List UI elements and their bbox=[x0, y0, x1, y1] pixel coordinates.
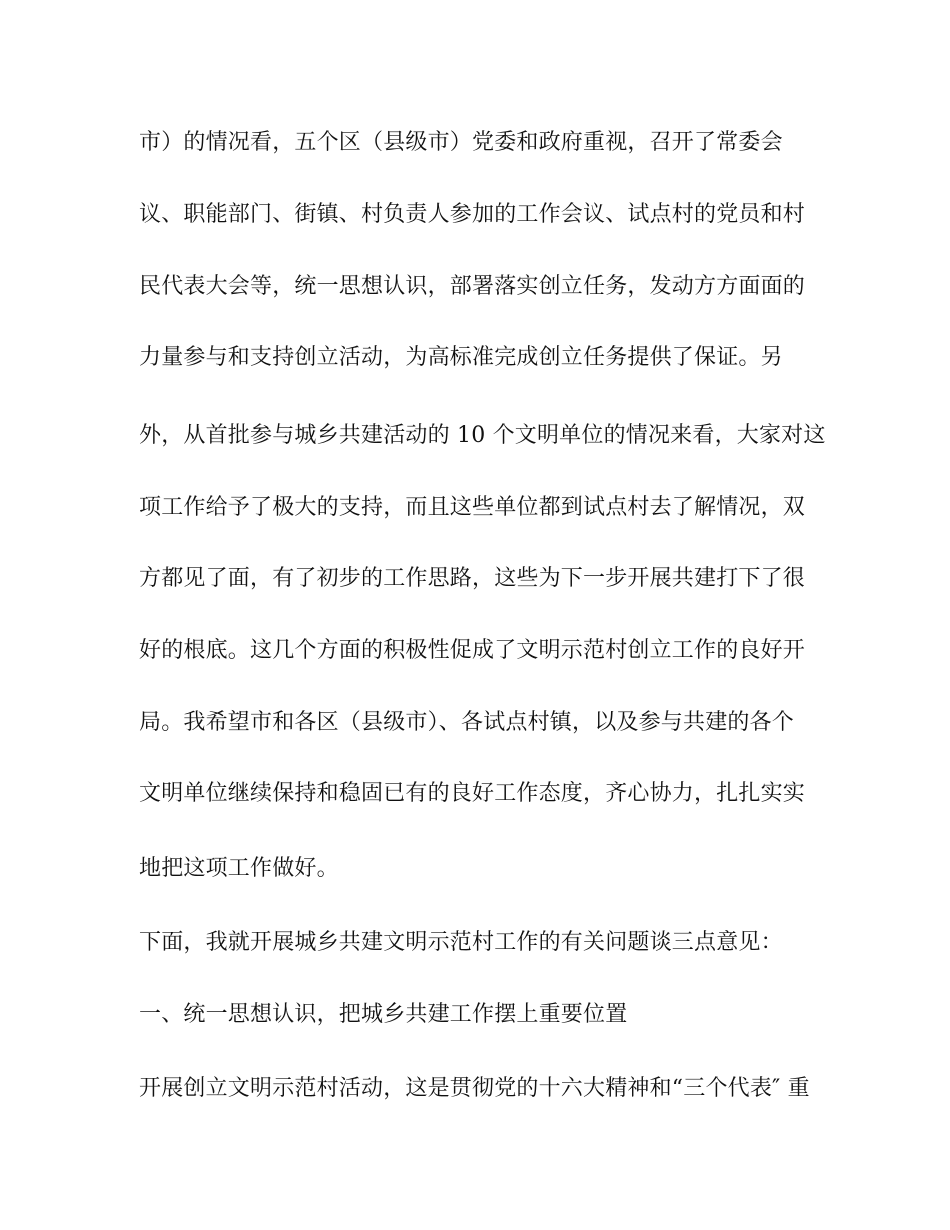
paragraph-line: 方都见了面，有了初步的工作思路，这些为下一步开展共建打下了很 bbox=[139, 566, 806, 591]
paragraph-line: 项工作给予了极大的支持，而且这些单位都到试点村去了解情况，双 bbox=[139, 495, 806, 520]
paragraph-line: 外，从首批参与城乡共建活动的 10 个文明单位的情况来看，大家对这 bbox=[139, 423, 826, 448]
paragraph-line: 好的根底。这几个方面的积极性促成了文明示范村创立工作的良好开 bbox=[139, 638, 806, 663]
paragraph-line: 力量参与和支持创立活动，为高标准完成创立任务提供了保证。另 bbox=[139, 345, 783, 370]
paragraph-line: 下面，我就开展城乡共建文明示范村工作的有关问题谈三点意见： bbox=[139, 930, 783, 955]
paragraph-line: 文明单位继续保持和稳固已有的良好工作态度，齐心协力，扎扎实实 bbox=[139, 781, 806, 806]
section-heading: 一、统一思想认识，把城乡共建工作摆上重要位置 bbox=[139, 1002, 628, 1027]
paragraph-line: 议、职能部门、街镇、村负责人参加的工作会议、试点村的党员和村 bbox=[139, 202, 806, 227]
paragraph-line: 开展创立文明示范村活动，这是贯彻党的十六大精神和“三个代表″ 重 bbox=[139, 1076, 810, 1101]
paragraph-line: 局。我希望市和各区（县级市）、各试点村镇，以及参与共建的各个 bbox=[139, 710, 795, 735]
paragraph-line: 市）的情况看，五个区（县级市）党委和政府重视，召开了常委会 bbox=[139, 130, 783, 155]
paragraph-line: 地把这项工作做好。 bbox=[139, 856, 339, 881]
paragraph-line: 民代表大会等，统一思想认识，部署落实创立任务，发动方方面面的 bbox=[139, 274, 806, 299]
